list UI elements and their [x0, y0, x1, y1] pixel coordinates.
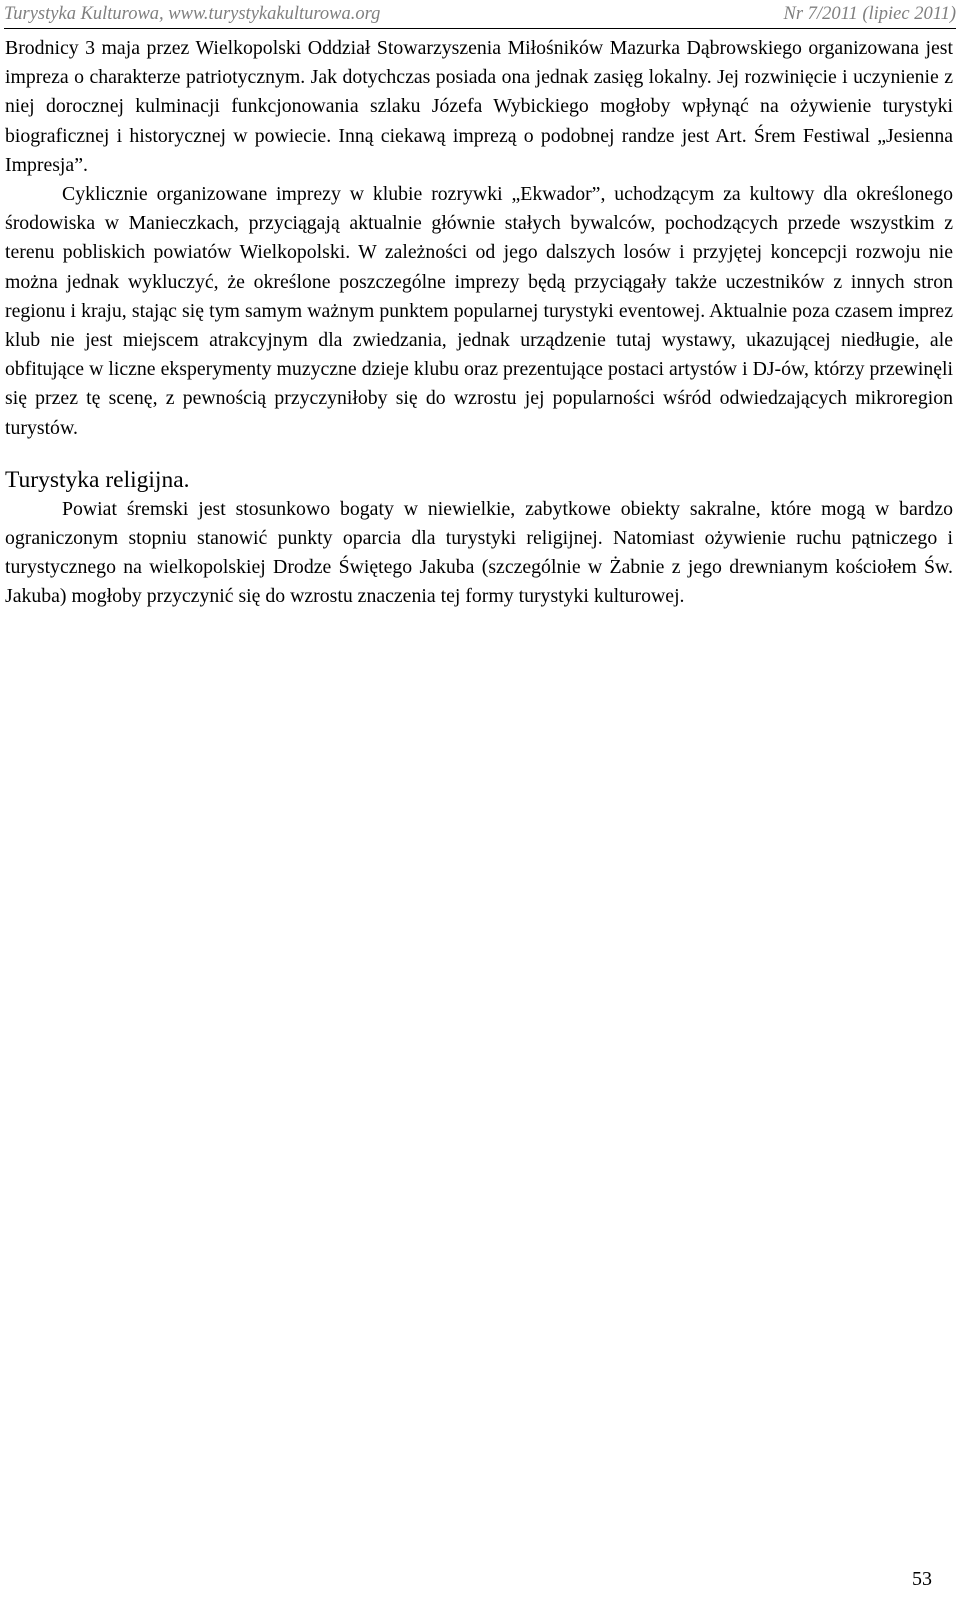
- page-content: [5, 34, 953, 612]
- paragraph-3: Powiat śremski jest stosunkowo bogaty w niewielkie, zabytkowe obiekty sakralne, które mogą w bardzo ograniczonym stopniu stanowić punkty oparcia dla turystyki religijnej. Natomiast ożywienie ruchu pątniczego i turystycznego na wielkopolskiej Drodze Świętego Jakuba (szczególnie w Żabnie z jego drewnianym kościołem Św. Jakuba) mogłoby przyczynić się do wzrostu znaczenia tej formy turystyki kulturowej.: [5, 497, 953, 608]
- paragraph-1: Brodnicy 3 maja przez Wielkopolski Oddział Stowarzyszenia Miłośników Mazurka Dąbrowskiego organizowana jest impreza o charakterze patriotycznym. Jak dotychczas posiada ona jednak zasięg lokalny. Jej rozwinięcie i uczynienie z niej dorocznej kulminacji funkcjonowania szlaku Józefa Wybickiego mogłoby wpłynąć na ożywienie turystyki biograficznej i historycznej w powiecie. Inną ciekawą imprezą o podobnej randze jest Art. Śrem Festiwal „Jesienna Impresja”.: [5, 37, 953, 176]
- issue-info: Nr 7/2011 (lipiec 2011): [783, 3, 956, 24]
- page-header: [4, 0, 956, 29]
- page-number: 53: [912, 1568, 932, 1590]
- paragraph-2: Cyklicznie organizowane imprezy w klubie rozrywki „Ekwador”, uchodzącym za kultowy dla określonego środowiska w Manieczkach, przyciągają aktualnie głównie stałych bywalców, pochodzących przede wszystkim z terenu pobliskich powiatów Wielkopolski. W zależności od jego dalszych losów i przyjętej koncepcji rozwoju nie można jednak wykluczyć, że określone poszczególne imprezy będą przyciągały także uczestników z innych stron regionu i kraju, stając się tym samym ważnym punktem popularnej turystyki eventowej. Aktualnie poza czasem imprez klub nie jest miejscem atrakcyjnym dla zwiedzania, jednak urządzenie tutaj wystawy, ukazującej niedługie, ale obfitujące w liczne eksperymenty muzyczne dzieje klubu oraz prezentujące postaci artystów i DJ-ów, którzy przewinęli się przez tę scenę, z pewnością przyczyniłoby się do wzrostu jej popularności wśród odwiedzających mikroregion turystów.: [5, 183, 953, 439]
- journal-title: Turystyka Kulturowa, www.turystykakulturowa.org: [4, 3, 381, 24]
- section-heading: Turystyka religijna.: [5, 466, 190, 493]
